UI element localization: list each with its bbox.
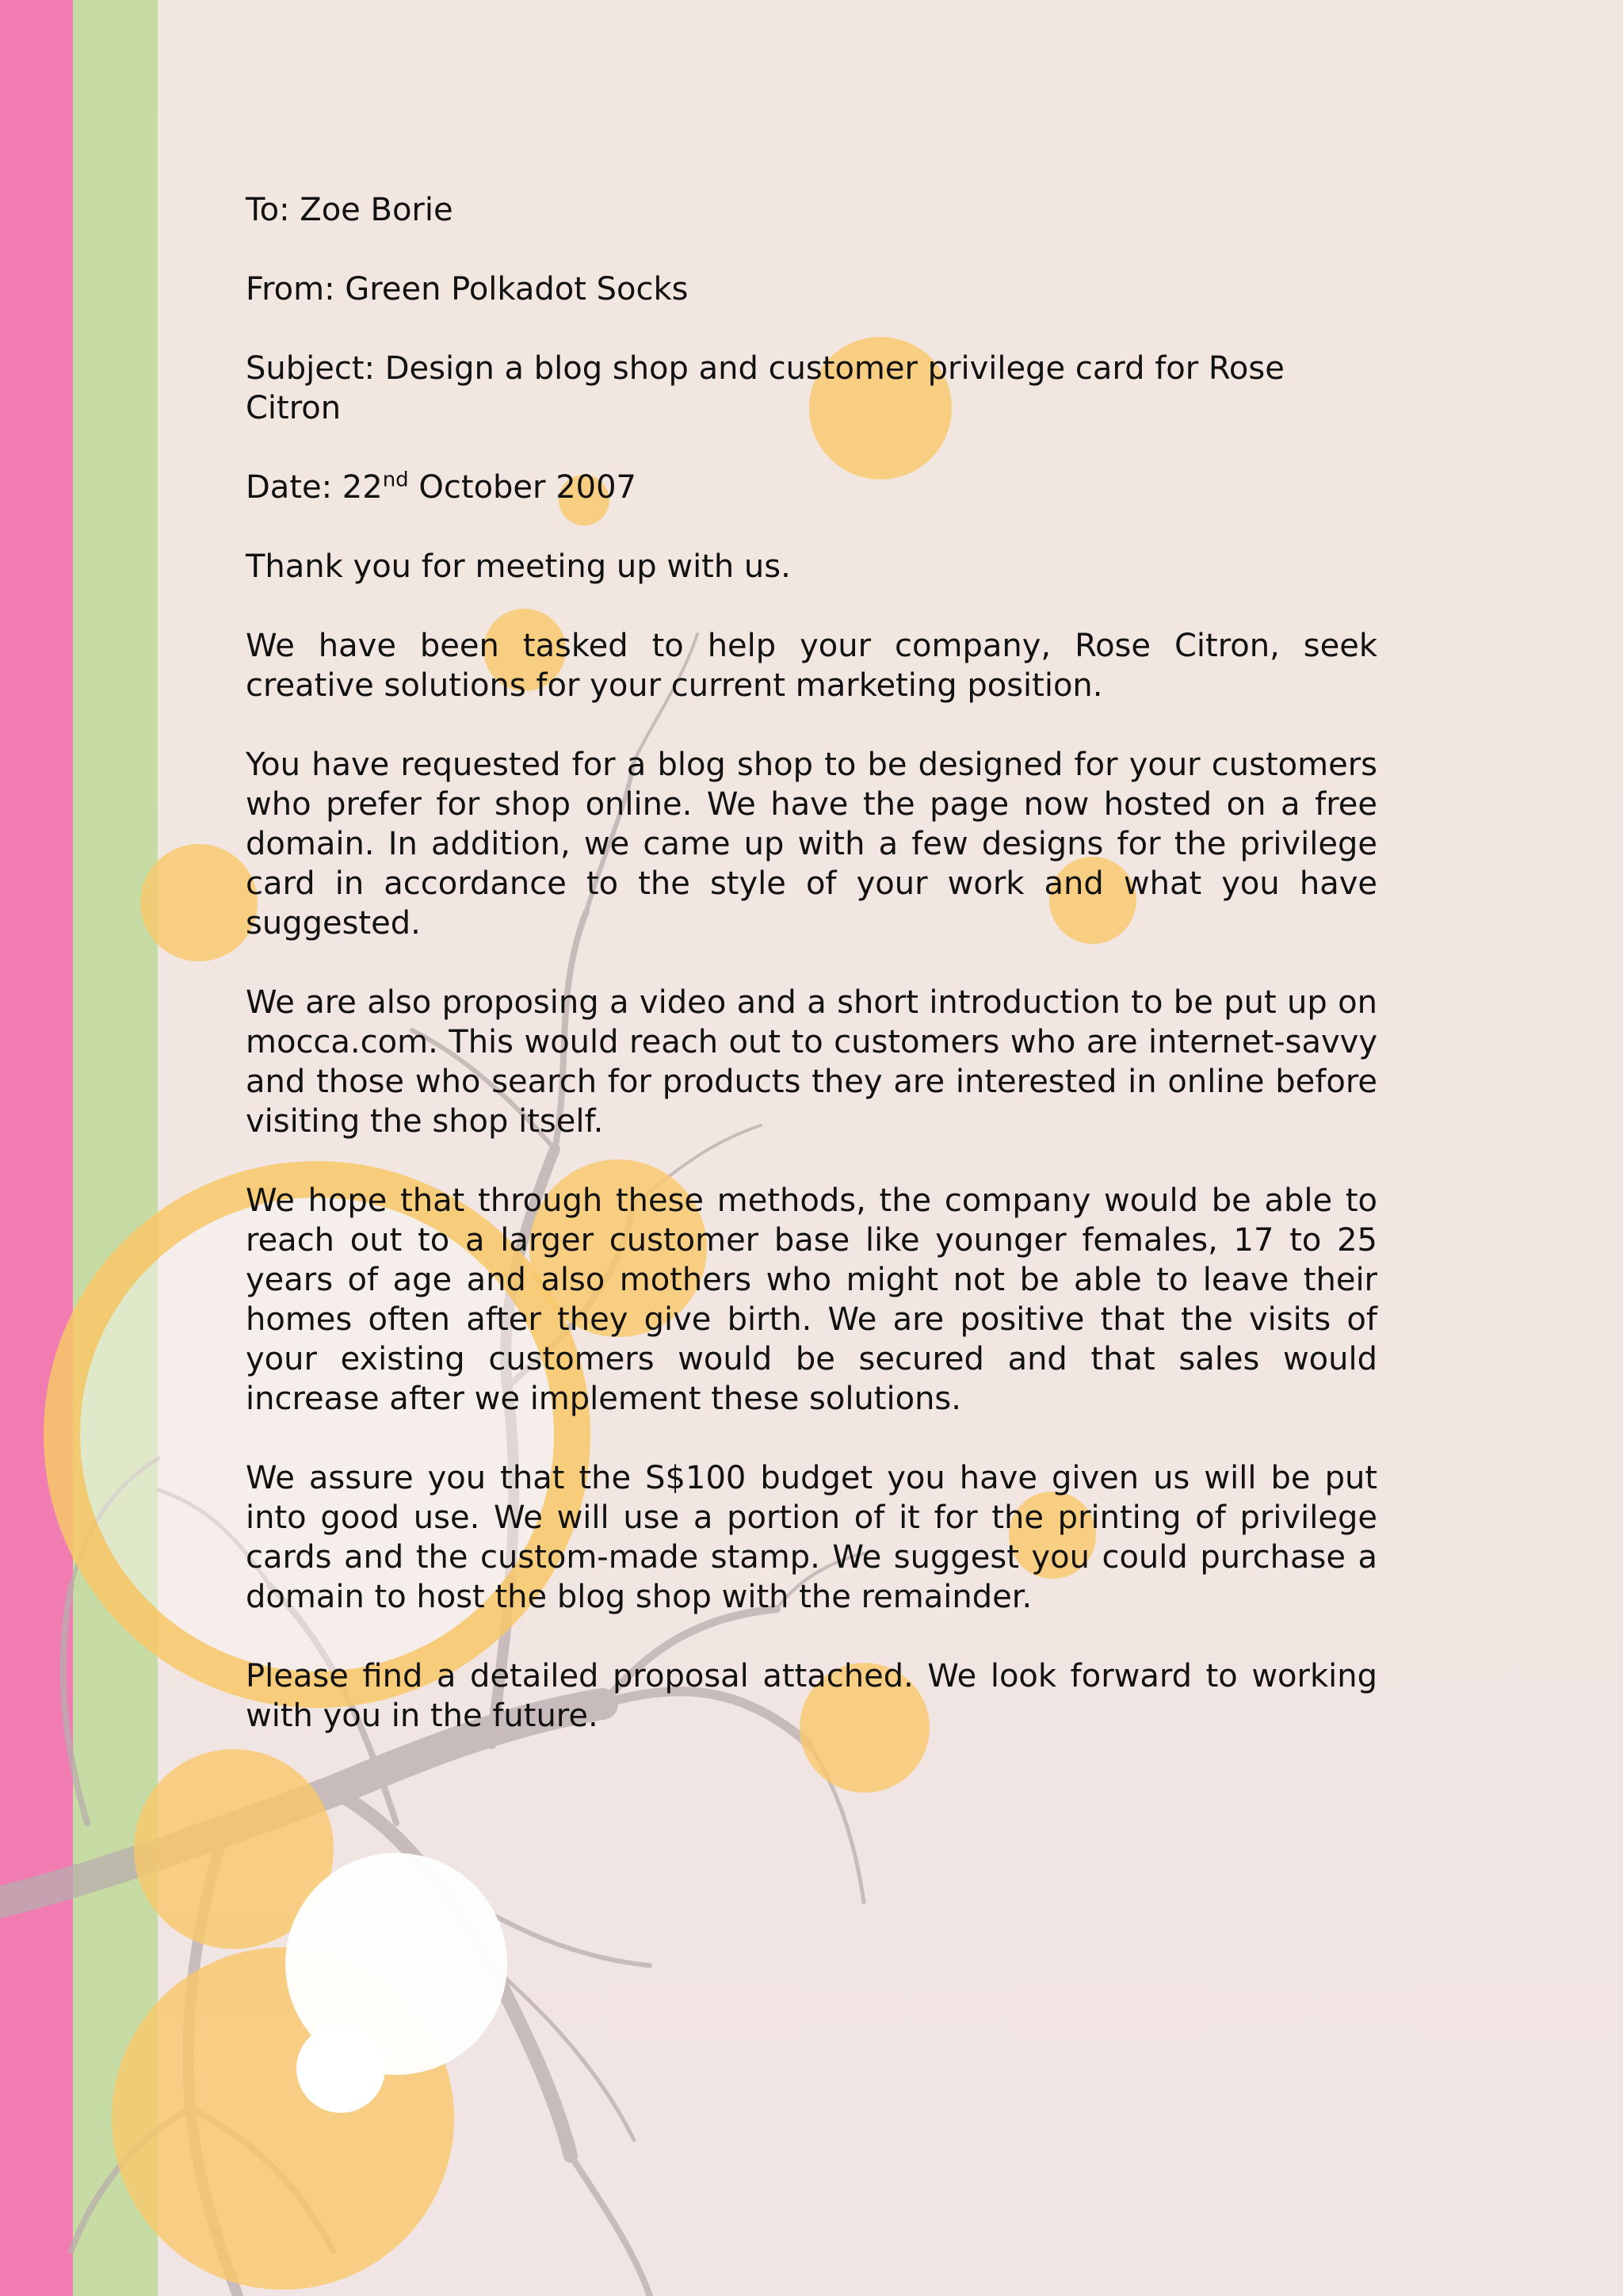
paragraph-blog-shop: You have requested for a blog shop to be designed for your customers who prefer for shop online. We have the page now hosted on a free domain. In addition, we came up with a few designs for the privilege card in accordance to the style of your work and what you have suggested. (246, 747, 1377, 942)
paragraph-goals: We hope that through these methods, the company would be able to reach out to a larger customer base like younger females, 17 to 25 years of age and also mothers who might not be able to leave their homes often after they give birth. We are positive that the visits of your existing customers would be secured and that sales would increase after we implement these solutions. (246, 1182, 1377, 1417)
paragraph-closing: Please find a detailed proposal attached. We look forward to working with you in the future. (246, 1658, 1377, 1734)
memo-subject: Subject: Design a blog shop and customer privilege card for Rose Citron (246, 350, 1285, 426)
orange-circle (140, 844, 258, 961)
date-rest: October 2007 (408, 469, 636, 506)
memo-from: From: Green Polkadot Socks (246, 271, 689, 308)
date-prefix: Date: 22 (246, 469, 383, 506)
letter-content (246, 190, 1377, 1775)
date-ordinal-suffix: nd (382, 468, 409, 492)
white-circle (296, 2024, 385, 2113)
paragraph-task: We have been tasked to help your company, Rose Citron, seek creative solutions for your current marketing position. (246, 628, 1377, 704)
paragraph-thanks: Thank you for meeting up with us. (246, 548, 791, 585)
memo-to: To: Zoe Borie (246, 192, 453, 228)
paragraph-budget: We assure you that the S$100 budget you have given us will be put into good use. We will use a portion of it for the printing of privilege cards and the custom-made stamp. We suggest you could purchase a domain to host the blog shop with the remainder. (246, 1460, 1377, 1615)
memo-date (246, 468, 1377, 507)
paragraph-video-proposal: We are also proposing a video and a short introduction to be put up on mocca.com. This would reach out to customers who are internet-savvy and those who search for products they are interested in online before visiting the shop itself. (246, 984, 1377, 1140)
